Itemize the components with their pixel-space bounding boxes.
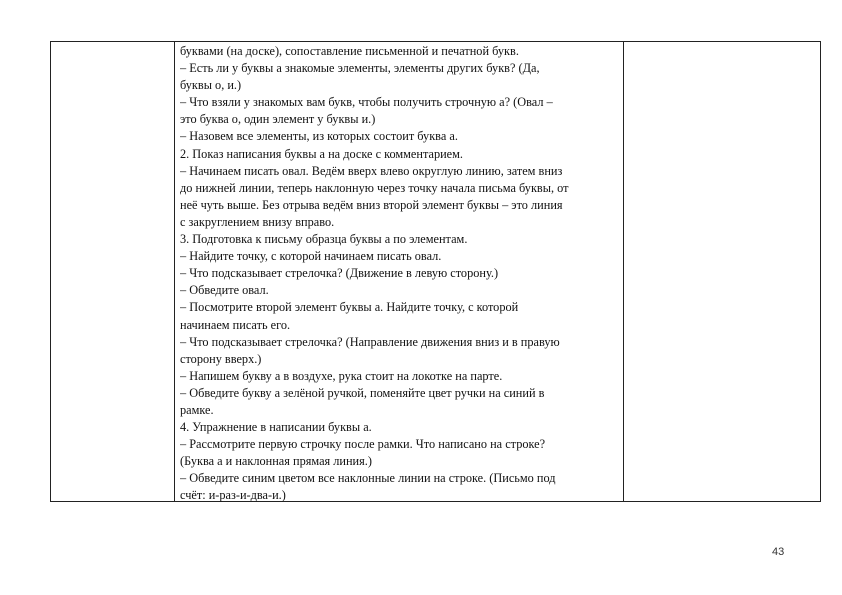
text-line: – Обведите букву а зелёной ручкой, поменяйте цвет ручки на синий в <box>180 385 545 400</box>
text-line: неё чуть выше. Без отрыва ведём вниз второй элемент буквы – это линия <box>180 197 563 212</box>
text-line: – Назовем все элементы, из которых состоит буква а. <box>180 129 458 144</box>
text-line: – Что взяли у знакомых вам букв, чтобы получить строчную а? (Овал – <box>180 95 553 110</box>
text-line: – Есть ли у буквы а знакомые элементы, элементы других букв? (Да, <box>180 61 540 76</box>
text-line: буквы о, и.) <box>180 78 242 93</box>
text-line: – Обведите синим цветом все наклонные линии на строке. (Письмо под <box>180 471 556 486</box>
table-cell-right <box>624 42 820 501</box>
text-line: – Найдите точку, с которой начинаем писать овал. <box>180 249 442 264</box>
text-line: – Обведите овал. <box>180 283 269 298</box>
text-line: 4. Упражнение в написании буквы а. <box>180 420 372 435</box>
text-line: счёт: и-раз-и-два-и.) <box>180 488 286 503</box>
text-line: – Что подсказывает стрелочка? (Направление движения вниз и в правую <box>180 334 560 349</box>
text-line: до нижней линии, теперь наклонную через точку начала письма буквы, от <box>180 180 569 195</box>
table-cell-content <box>175 42 624 501</box>
text-line: – Посмотрите второй элемент буквы а. Найдите точку, с которой <box>180 300 519 315</box>
text-line: буквами (на доске), сопоставление письменной и печатной букв. <box>180 44 519 58</box>
text-line: рамке. <box>180 402 214 417</box>
text-line: – Что подсказывает стрелочка? (Движение в левую сторону.) <box>180 266 499 281</box>
text-line: 3. Подготовка к письму образца буквы а по элементам. <box>180 232 468 247</box>
text-line: начинаем писать его. <box>180 317 291 332</box>
text-line: (Буква а и наклонная прямая линия.) <box>180 454 372 469</box>
page-number: 43 <box>772 546 785 558</box>
text-line: с закруглением внизу вправо. <box>180 214 335 229</box>
text-line: – Начинаем писать овал. Ведём вверх влево округлую линию, затем вниз <box>180 163 563 178</box>
lesson-table <box>50 41 821 502</box>
table-cell-left <box>51 42 175 501</box>
text-line: – Рассмотрите первую строчку после рамки. Что написано на строке? <box>180 437 546 452</box>
text-line: это буква о, один элемент у буквы и.) <box>180 112 376 127</box>
text-line: – Напишем букву а в воздухе, рука стоит на локотке на парте. <box>180 368 503 383</box>
text-line: 2. Показ написания буквы а на доске с комментарием. <box>180 146 463 161</box>
text-line: сторону вверх.) <box>180 351 262 366</box>
